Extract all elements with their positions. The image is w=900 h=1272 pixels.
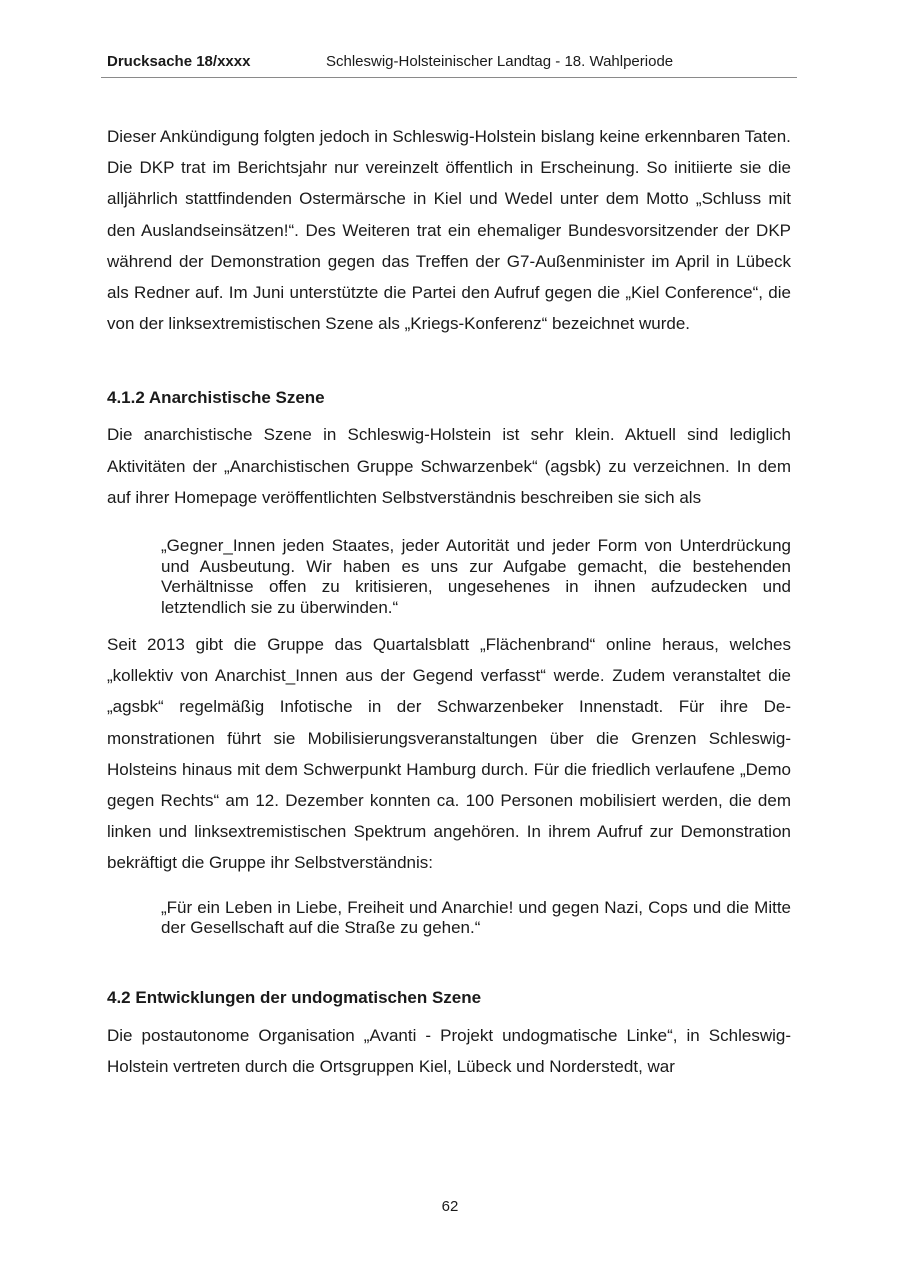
paragraph-avanti: Die postautonome Organisation „Avanti - Projekt undogmatische Linke“, in Schleswig-Holstein vertreten durch die Ortsgruppen Kiel, Lübeck und Norderstedt, war <box>107 1025 791 1076</box>
paragraph-anarchist-scene: Die anarchistische Szene in Schleswig-Holstein ist sehr klein. Aktuell sind lediglich Aktivitäten der „Anarchistischen Gruppe Schwarzenbek“ (agsbk) zu verzeichnen. In dem auf ihrer Homepage veröffentlichten Selbstverständnis beschreiben sie sich als <box>107 425 791 507</box>
document-number: Drucksache 18/xxxx <box>107 53 251 70</box>
page-body <box>107 121 791 1082</box>
section-heading-anarchist: 4.1.2 Anarchistische Szene <box>107 388 325 408</box>
section-heading-undogmatic: 4.2 Entwicklungen der undogmatischen Szene <box>107 987 482 1007</box>
quote-demo-call: „Für ein Leben in Liebe, Freiheit und Anarchie! und gegen Nazi, Cops und die Mitte der Gesellschaft auf die Straße zu gehen.“ <box>161 897 791 938</box>
quote-selbstverstaendnis: „Gegner_Innen jeden Staates, jeder Autorität und jeder Form von Unterdrückung und Ausbeutung. Wir haben es uns zur Aufgabe gemacht, die bestehenden Verhältnisse offen zu kritisieren, ungesehenes in ihnen aufzudecken und letztendlich sie zu überwinden.“ <box>161 536 791 617</box>
paragraph-flaechenbrand: Seit 2013 gibt die Gruppe das Quartalsblatt „Flächenbrand“ online heraus, welches „kollektiv von Anarchist_Innen aus der Gegend verfasst“ werde. Zudem veranstaltet die „agsbk“ regelmäßig Infotische in der Schwarzenbeker Innenstadt. Für ihre Demonstrationen führt sie Mobilisierungsveranstaltungen über die Grenzen Schleswig-Holsteins hinaus mit dem Schwerpunkt Hamburg durch. Für die friedlich verlaufene „Demo gegen Rechts“ am 12. Dezember konnten ca. 100 Personen mobilisiert werden, die dem linken und linksextremistischen Spektrum angehören. In ihrem Aufruf zur Demonstration bekräftigt die Gruppe ihr Selbstverständnis: <box>107 635 791 873</box>
page-number: 62 <box>441 1198 459 1215</box>
parliament-title: Schleswig-Holsteinischer Landtag - 18. Wahlperiode <box>326 53 674 70</box>
paragraph-intro: Dieser Ankündigung folgten jedoch in Schleswig-Holstein bislang keine erkennbaren Taten. <box>107 127 791 146</box>
page-header <box>101 51 797 78</box>
paragraph-dkp: Die DKP trat im Berichtsjahr nur vereinzelt öffentlich in Erscheinung. So initiierte sie die alljährlich stattfindenden Ostermärsche in Kiel und Wedel unter dem Motto „Schluss mit den Auslandseinsätzen!“. Des Weiteren trat ein ehemaliger Bundesvorsitzender der DKP während der Demonstration gegen das Treffen der G7-Außenminister im April in Lübeck als Redner auf. Im Juni unterstützte die Partei den Aufruf gegen die „Kiel Conference“, die von der linksextremistischen Szene als „Kriegs-Konferenz“ bezeichnet wurde. <box>107 158 791 334</box>
